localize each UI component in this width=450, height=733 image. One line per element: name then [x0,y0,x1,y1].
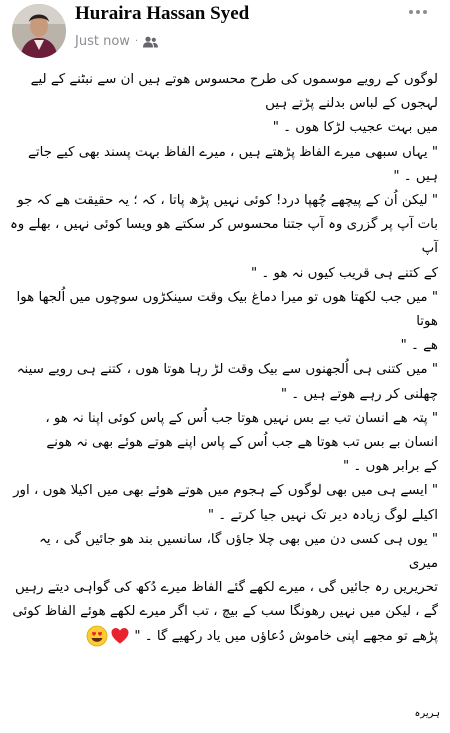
profile-photo [12,4,66,58]
post-line: لہجوں کے لباس بدلنے پڑتے ہیں [265,96,438,112]
post-line: " یہاں سبھی میرے الفاظ پڑھتے ہیں ، میرے الفاظ بہت پسند بھی کیے جاتے [28,144,438,160]
post-line: " پتہ ھے انسان تب بے بس نہیں ھوتا جب اُس کے پاس کوئی اپنا نہ ھو ، [45,410,438,426]
post-line: لوگوں کے رویے موسموں کی طرح محسوس ھوتے ہیں ان سے نبٹنے کے لیے [30,72,438,87]
more-dot [409,10,413,14]
post-line: " میں جب لکھتا ھوں تو میرا دماغ بیک وقت سینکڑوں سوچوں میں اُلجھا ھوا ھوتا [16,289,438,330]
post-line: چھلنی کر رہے ھوتے ہیں ۔ " [280,386,438,402]
post-text [8,68,438,649]
post-line: بات آپ پر گزری وہ آپ جتنا محسوس کر سکتے ھو ویسا کوئی نہیں ، بھلے وہ آپ [9,217,438,257]
post-line: " یوں ہی کسی دن میں بھی چلا جاؤں گا، سانسیں بند ھو جائیں گی ، یہ میری [39,531,438,572]
post-line: " لیکن اُن کے پیچھے چُھپا درد! کوئی نہیں پڑھ پاتا ، کہ ؛ یہ حقیقت ھے کہ جو [17,193,438,209]
more-dot [423,10,427,14]
post-line: انسان بے بس تب ھوتا ھے جب اُس کے پاس اپنے ھوتے ھوئے بھی نہ ھونے [46,435,438,451]
post-header [0,0,450,62]
post-line: کے برابر ھوں ۔ " [342,459,438,475]
avatar[interactable] [12,4,66,58]
smiling-face-heart-eyes-icon [86,625,108,647]
more-options-button[interactable] [404,2,432,22]
red-heart-icon [110,626,130,646]
emoji-row [86,625,130,647]
post-line-text: پڑھے تو مجھے اپنی خاموش دُعاؤں میں یاد رکھیے گا ۔ " [134,628,438,644]
friends-icon[interactable] [143,36,158,48]
post-line: ہیں ۔ " [393,168,438,184]
post-line: " ایسے ہی میں بھی لوگوں کے ہجوم میں ھوتے ھوئے بھی میں اکیلا ھوں ، اور [13,483,438,499]
post-line: " میں کتنی ہی اُلجھنوں سے بیک وقت لڑ رہا ھوتا ھوں ، کتنے ہی رویے سینہ [16,362,438,378]
signature: ہریرہ [414,708,440,719]
post-line: گے ، لیکن میں نہیں رھونگا سب کے بیچ ، تب اگر میرے لکھے ھوئے الفاظ کوئی [12,604,438,620]
post-line: میں بہت عجیب لڑکا ھوں ۔ " [272,120,438,136]
post-line: ھے ۔ " [400,338,438,354]
post-line-last [8,625,438,649]
post-meta [75,34,158,49]
meta-separator: · [134,36,139,47]
more-dot [416,10,420,14]
author-name[interactable]: Huraira Hassan Syed [75,3,250,24]
post-line: تحریریں رہ جائیں گی ، میرے لکھے گئے الفاظ میرے دُکھ کی گواہی دیتے رہیں [14,580,438,596]
post-line: کے کتنے ہی قریب کیوں نہ ھو ۔ " [251,265,438,281]
post-line: اکیلے لوگ زیادہ دیر تک نہیں جیا کرتے ۔ " [207,507,438,523]
post-timestamp[interactable]: Just now [75,34,130,49]
